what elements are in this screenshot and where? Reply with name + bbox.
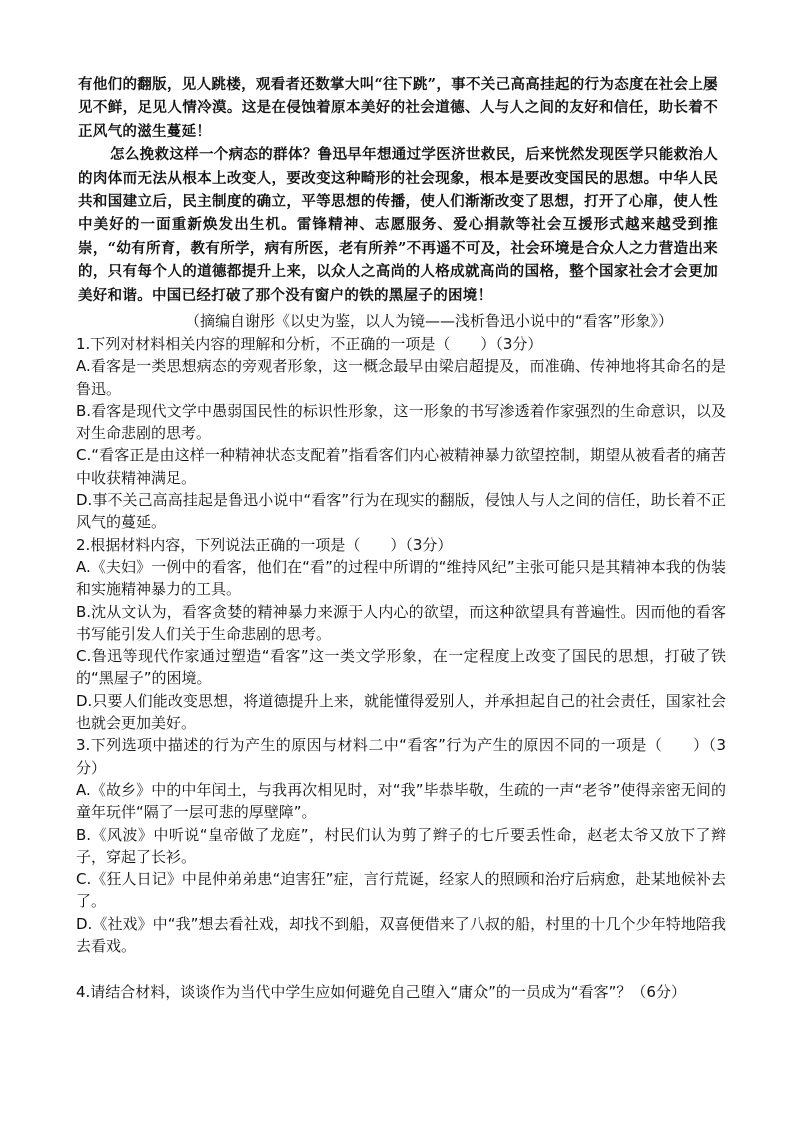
question-3-option-c: C.《狂人日记》中昆仲弟弟患“迫害狂”症，言行荒诞，经家人的照顾和治疗后病愈，赴某地候补去了。 <box>76 870 726 911</box>
question-3-option-a: A.《故乡》中的中年闰土，与我再次相见时，对“我”毕恭毕敬，生疏的一声“老爷”使得亲密无间的童年玩伴“隔了一层可悲的厚壁障”。 <box>76 780 726 822</box>
question-3-option-d: D.《社戏》中“我”想去看社戏，却找不到船，双喜便借来了八叔的船，村里的十几个少年特地陪我去看戏。 <box>76 914 726 956</box>
passage-source: （摘编自谢彤《以史为鉴，以人为镜——浅析鲁迅小说中的“看客”形象》） <box>185 312 674 330</box>
question-1-option-a: A.看客是一类思想病态的旁观者形象，这一概念最早由梁启超提及，而准确、传神地将其命名的是鲁迅。 <box>76 357 726 398</box>
reading-passage <box>78 73 718 307</box>
question-3-option-b: B.《风波》中听说“皇帝做了龙庭”，村民们认为剪了辫子的七斤要丢性命，赵老太爷又放下了辫子，穿起了长衫。 <box>76 825 726 866</box>
question-2-option-d: D.只要人们能改变思想，将道德提升上来，就能懂得爱别人，并承担起自己的社会责任，国家社会也就会更加美好。 <box>76 691 726 733</box>
question-3-stem: 3.下列选项中描述的行为产生的原因与材料二中“看客”行为产生的原因不同的一项是（ ）（3分） <box>76 736 726 777</box>
question-2-option-c: C.鲁迅等现代作家通过塑造“看客”这一类文学形象，在一定程度上改变了国民的思想，打破了铁的“黑屋子”的困境。 <box>76 647 726 688</box>
passage-paragraph-1: 有他们的翻版，见人跳楼，观看者还数掌大叫“往下跳”，事不关己高高挂起的行为态度在社会上屡见不鲜，足见人情冷漠。这是在侵蚀着原本美好的社会道德、人与人之间的友好和信任，助长着不正风气的滋生蔓延！ <box>78 76 718 140</box>
question-2-option-a: A.《夫妇》一例中的看客，他们在“看”的过程中所谓的“维持风纪”主张可能只是其精神本我的伪装和实施精神暴力的工具。 <box>76 557 726 599</box>
question-list <box>76 333 726 1004</box>
question-1-stem: 1.下列对材料相关内容的理解和分析，不正确的一项是（ ）（3分） <box>76 335 543 353</box>
passage-paragraph-2: 怎么挽救这样一个病态的群体？鲁迅早年想通过学医济世救民，后来恍然发现医学只能救治人的肉体而无法从根本上改变人，要改变这种畸形的社会现象，根本是要改变国民的思想。中华人民共和国建立后，民主制度的确立，平等思想的传播，使人们渐渐改变了思想，打开了心扉，使人性中美好的一面重新焕发出生机。雷锋精神、志愿服务、爱心捐款等社会互援形式越来越受到推崇，“幼有所育，教有所学，病有所医，老有所养”不再遥不可及，社会环境是合众人之力营造出来的，只有每个人的道德都提升上来，以众人之高尚的人格成就高尚的国格，整个国家社会才会更加美好和谐。中国已经打破了那个没有窗户的铁的黑屋子的困境！ <box>78 146 718 304</box>
question-4-stem: 4.请结合材料，谈谈作为当代中学生应如何避免自己堕入“庸众”的一员成为“看客”？（6分） <box>76 983 686 1002</box>
question-1-option-d: D.事不关己高高挂起是鲁迅小说中“看客”行为在现实的翻版，侵蚀人与人之间的信任，助长着不正风气的蔓延。 <box>76 491 726 532</box>
question-2-stem: 2.根据材料内容，下列说法正确的一项是（ ）（3分） <box>76 535 453 554</box>
question-2-option-b: B.沈从文认为，看客贪婪的精神暴力来源于人内心的欲望，而这种欲望具有普遍性。因而他的看客书写能引发人们关于生命悲剧的思考。 <box>76 602 726 643</box>
question-1-option-c: C.“看客正是由这样一种精神状态支配着”指看客们内心被精神暴力欲望控制，期望从被看者的痛苦中收获精神满足。 <box>76 446 726 487</box>
question-1-option-b: B.看客是现代文学中愚弱国民性的标识性形象，这一形象的书写渗透着作家强烈的生命意识，以及对生命悲剧的思考。 <box>76 401 726 443</box>
